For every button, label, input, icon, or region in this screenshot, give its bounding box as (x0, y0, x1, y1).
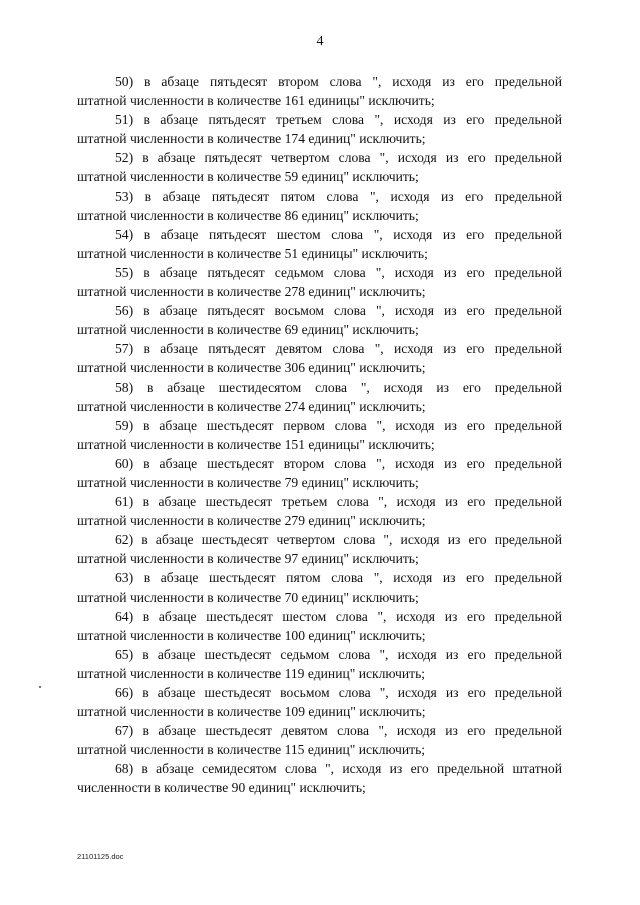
amendment-item (77, 339, 562, 377)
amendment-item-line-1: 60) в абзаце шестьдесят втором слова ", исходя из его предельной (115, 455, 562, 471)
amendment-item (77, 454, 562, 492)
file-name-footer: 21101125.doc (77, 852, 124, 861)
amendment-item-line-1: 66) в абзаце шестьдесят восьмом слова ", исходя из его предельной (115, 685, 562, 700)
amendment-item-line-2: штатной численности в количестве 151 единицы" исключить; (77, 436, 435, 452)
amendment-item-line-2: штатной численности в количестве 306 единиц" исключить; (77, 360, 426, 376)
amendment-item-line-2: штатной численности в количестве 51 единицы" исключить; (77, 245, 428, 261)
amendment-item-line-1: 57) в абзаце пятьдесят девятом слова ", исходя из его предельной (115, 341, 562, 357)
amendment-item-line-1: 61) в абзаце шестьдесят третьем слова ", исходя из его предельной (115, 494, 562, 510)
amendment-item-line-1: 67) в абзаце шестьдесят девятом слова ", исходя из его предельной (115, 723, 562, 739)
amendment-item-line-2: штатной численности в количестве 79 единиц" исключить; (77, 474, 419, 490)
amendment-item (77, 568, 562, 606)
amendment-item (77, 301, 562, 339)
amendment-item (77, 645, 562, 683)
amendment-item (77, 225, 562, 263)
amendment-item-line-2: штатной численности в количестве 119 единиц" исключить; (77, 665, 426, 681)
amendment-item-line-2: штатной численности в количестве 86 единиц" исключить; (77, 207, 419, 223)
amendment-list (77, 72, 562, 798)
amendment-item-line-1: 68) в абзаце семидесятом слова ", исходя из его предельной штатной (115, 761, 562, 777)
amendment-item (77, 492, 562, 530)
amendment-item (77, 416, 562, 454)
amendment-item (77, 759, 562, 797)
amendment-item-line-1: 50) в абзаце пятьдесят втором слова ", исходя из его предельной (115, 74, 562, 89)
amendment-item-line-2: штатной численности в количестве 161 единицы" исключить; (77, 93, 435, 109)
amendment-item-line-2: численности в количестве 90 единиц" исключить; (77, 780, 366, 796)
amendment-item-line-2: штатной численности в количестве 278 единиц" исключить; (77, 284, 426, 300)
amendment-item-line-1: 53) в абзаце пятьдесят пятом слова ", исходя из его предельной (115, 188, 562, 204)
amendment-item (77, 110, 562, 148)
amendment-item-line-1: 58) в абзаце шестидесятом слова ", исходя из его предельной (115, 379, 562, 395)
amendment-item (77, 721, 562, 759)
amendment-item-line-2: штатной численности в количестве 109 единиц" исключить; (77, 704, 426, 720)
amendment-item (77, 378, 562, 416)
amendment-item (77, 530, 562, 568)
amendment-item-line-1: 51) в абзаце пятьдесят третьем слова ", исходя из его предельной (115, 112, 562, 128)
amendment-item (77, 263, 562, 301)
amendment-item-line-1: 63) в абзаце шестьдесят пятом слова ", исходя из его предельной (115, 570, 562, 586)
page-number: 4 (316, 34, 324, 49)
amendment-item-line-2: штатной численности в количестве 70 единиц" исключить; (77, 589, 419, 605)
amendment-item-line-2: штатной численности в количестве 69 единиц" исключить; (77, 322, 419, 338)
amendment-item-line-2: штатной численности в количестве 279 единиц" исключить; (77, 513, 426, 529)
amendment-item-line-2: штатной численности в количестве 174 единиц" исключить; (77, 131, 426, 147)
amendment-item (77, 683, 562, 721)
amendment-item-line-1: 64) в абзаце шестьдесят шестом слова ", исходя из его предельной (115, 608, 562, 624)
amendment-item-line-2: штатной численности в количестве 115 единиц" исключить; (77, 742, 426, 758)
amendment-item (77, 72, 562, 110)
amendment-item-line-2: штатной численности в количестве 59 единиц" исключить; (77, 169, 419, 185)
amendment-item-line-1: 59) в абзаце шестьдесят первом слова ", исходя из его предельной (115, 417, 562, 433)
amendment-item-line-2: штатной численности в количестве 97 единиц" исключить; (77, 551, 419, 567)
amendment-item-line-1: 54) в абзаце пятьдесят шестом слова ", исходя из его предельной (115, 226, 562, 242)
amendment-item (77, 148, 562, 186)
amendment-item-line-1: 62) в абзаце шестьдесят четвертом слова ", исходя из его предельной (115, 532, 562, 548)
amendment-item-line-1: 55) в абзаце пятьдесят седьмом слова ", исходя из его предельной (115, 264, 562, 280)
amendment-item-line-1: 52) в абзаце пятьдесят четвертом слова ", исходя из его предельной (115, 150, 562, 166)
amendment-item-line-2: штатной численности в количестве 274 единиц" исключить; (77, 398, 426, 414)
amendment-item-line-1: 56) в абзаце пятьдесят восьмом слова ", исходя из его предельной (115, 303, 562, 319)
amendment-item (77, 607, 562, 645)
amendment-item-line-2: штатной численности в количестве 100 единиц" исключить; (77, 627, 426, 643)
amendment-item-line-1: 65) в абзаце шестьдесят седьмом слова ", исходя из его предельной (115, 646, 562, 662)
amendment-item (77, 187, 562, 225)
scan-speck (39, 686, 41, 688)
